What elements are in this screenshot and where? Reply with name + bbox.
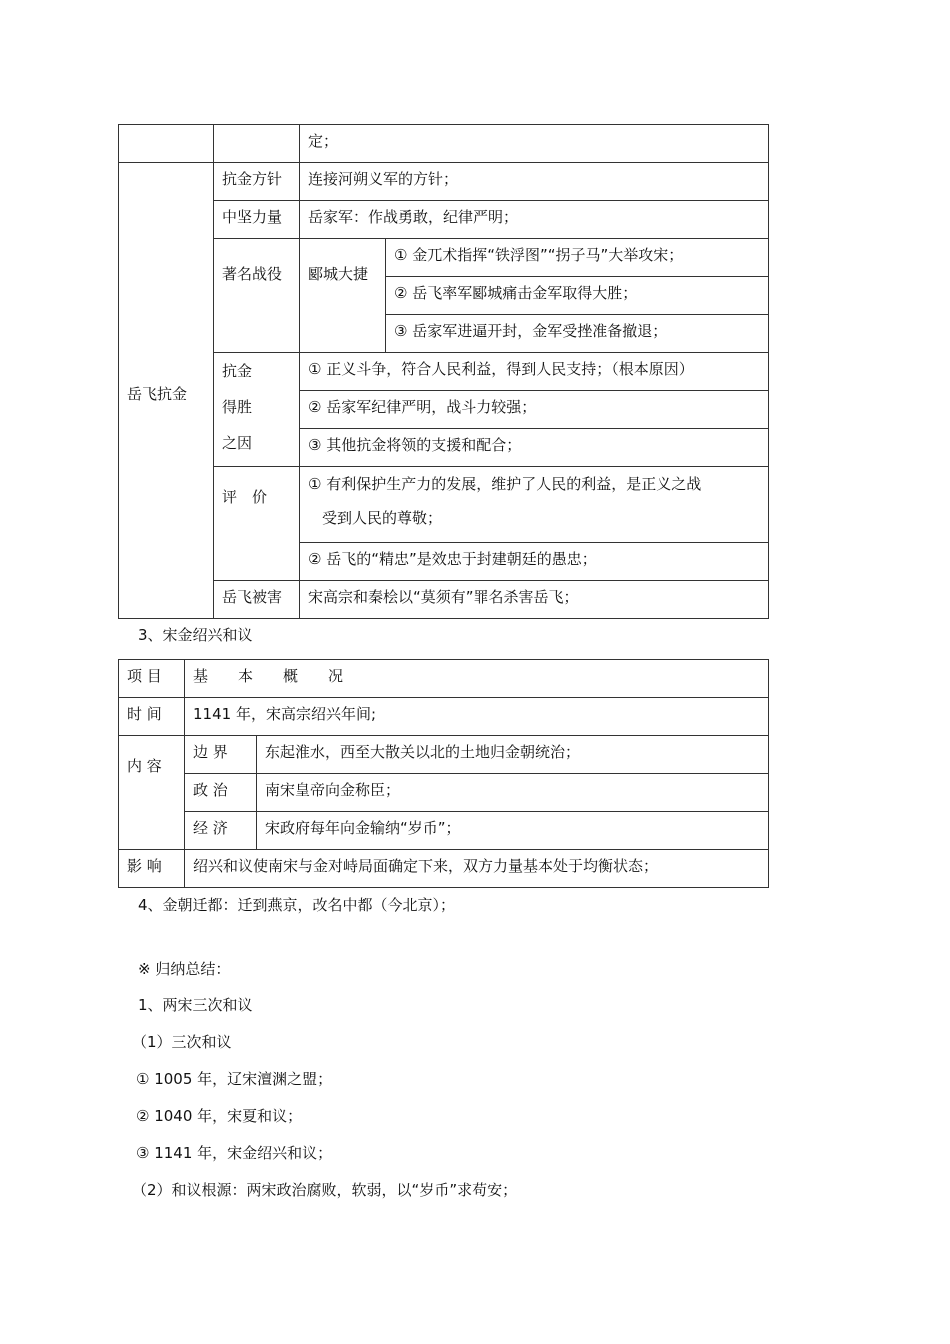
battle-item: ② 岳飞率军郾城痛击金军取得大胜； — [386, 277, 769, 315]
cont-text: 定； — [300, 125, 769, 163]
empty-cell — [214, 125, 300, 163]
empty-cell — [119, 125, 214, 163]
content-row-label: 边 界 — [185, 736, 257, 774]
yuefei-table — [118, 124, 769, 619]
eval-label-text: 评 价 — [222, 488, 268, 506]
item-label: 项 目 — [119, 660, 185, 698]
content-row-text: 南宋皇帝向金称臣； — [257, 774, 769, 812]
battle-name-text: 郾城大捷 — [308, 265, 369, 283]
force-text: 岳家军：作战勇敢，纪律严明； — [300, 201, 769, 239]
death-label: 岳飞被害 — [214, 581, 300, 619]
heading-4: 4、金朝迁都：迁到燕京，改名中都（今北京）； — [138, 896, 456, 914]
summary-root: （2）和议根源：两宋政治腐败，软弱，以“岁币”求苟安； — [132, 1181, 518, 1199]
content-label-text: 内 容 — [127, 757, 162, 775]
reason-item: ③ 其他抗金将领的支援和配合； — [300, 429, 769, 467]
impact-label: 影 响 — [119, 850, 185, 888]
reason-label — [214, 353, 300, 467]
reason-label-line: 得胜 — [222, 398, 253, 416]
time-text: 1141 年，宋高宗绍兴年间; — [185, 698, 769, 736]
battle-label — [214, 239, 300, 353]
eval-item: ② 岳飞的“精忠”是效忠于封建朝廷的愚忠； — [300, 543, 769, 581]
content-label — [119, 736, 185, 850]
eval-item-line: 受到人民的尊敬； — [322, 509, 443, 527]
reason-item: ② 岳家军纪律严明，战斗力较强； — [300, 391, 769, 429]
policy-text: 连接河朔义军的方针； — [300, 163, 769, 201]
reason-label-line: 之因 — [222, 434, 253, 452]
summary-title: ※ 归纳总结： — [138, 960, 231, 978]
content-row-text: 东起淮水，西至大散关以北的土地归金朝统治； — [257, 736, 769, 774]
battle-item: ③ 岳家军进逼开封，金军受挫准备撤退； — [386, 315, 769, 353]
item-text: 基 本 概 况 — [185, 660, 769, 698]
summary-sub1a: （1）三次和议 — [132, 1033, 232, 1051]
eval-item-line: ① 有利保护生产力的发展，维护了人民的利益，是正义之战 — [308, 475, 702, 493]
summary-item: ③ 1141 年，宋金绍兴和议； — [136, 1144, 333, 1162]
summary-sub1: 1、两宋三次和议 — [138, 996, 253, 1014]
battle-name — [300, 239, 386, 353]
section-label: 岳飞抗金 — [119, 163, 214, 619]
battle-item: ① 金兀术指挥“铁浮图”“拐子马”大举攻宋； — [386, 239, 769, 277]
policy-label: 抗金方针 — [214, 163, 300, 201]
force-label: 中坚力量 — [214, 201, 300, 239]
summary-item: ② 1040 年，宋夏和议； — [136, 1107, 303, 1125]
shaoxing-table — [118, 659, 769, 888]
heading-3: 3、宋金绍兴和议 — [138, 626, 253, 644]
battle-label-text: 著名战役 — [222, 265, 283, 283]
impact-text: 绍兴和议使南宋与金对峙局面确定下来，双方力量基本处于均衡状态； — [185, 850, 769, 888]
reason-label-line: 抗金 — [222, 362, 253, 380]
reason-item: ① 正义斗争，符合人民利益，得到人民支持；（根本原因） — [300, 353, 769, 391]
time-label: 时 间 — [119, 698, 185, 736]
summary-item: ① 1005 年，辽宋澶渊之盟； — [136, 1070, 333, 1088]
death-text: 宋高宗和秦桧以“莫须有”罪名杀害岳飞； — [300, 581, 769, 619]
content-row-label: 政 治 — [185, 774, 257, 812]
eval-label — [214, 467, 300, 581]
content-row-text: 宋政府每年向金输纳“岁币”； — [257, 812, 769, 850]
content-row-label: 经 济 — [185, 812, 257, 850]
eval-item — [300, 467, 769, 543]
